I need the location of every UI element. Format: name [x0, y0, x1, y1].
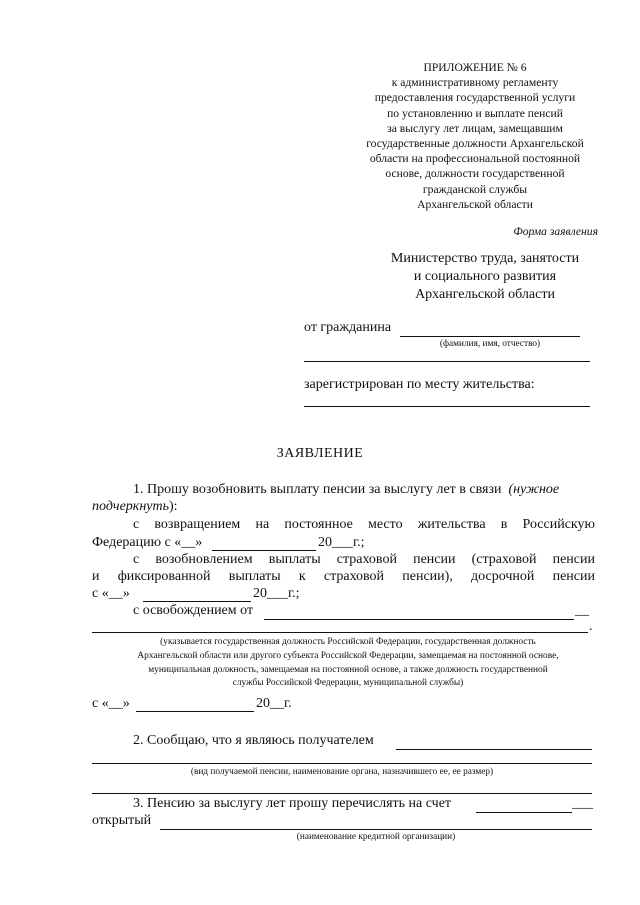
item1-line2	[92, 499, 178, 515]
item1-text: 1. Прошу возобновить выплату пенсии за выслугу лет в связи	[133, 482, 502, 497]
option-resume-date-a: с «__»	[92, 586, 130, 601]
option-release-field[interactable]	[264, 619, 574, 620]
position-hint-line: муниципальная должность, замещаемая на постоянной основе, а также должность государственной	[148, 664, 548, 675]
addressee-line: и социального развития	[413, 269, 557, 284]
option-return-date-field[interactable]	[212, 550, 316, 551]
item1-line1	[133, 482, 559, 498]
appendix-line: Архангельской области	[417, 197, 533, 211]
bank-hint: (наименование кредитной организации)	[296, 832, 456, 842]
option-release-end: __	[575, 603, 589, 618]
appendix-line: государственные должности Архангельской	[366, 137, 584, 151]
registered-label: зарегистрирован по месту жительства:	[304, 377, 535, 392]
appendix-line: гражданской службы	[422, 182, 528, 196]
position-hint-line: (указывается государственная должность Российской Федерации, государственная должность	[160, 637, 536, 647]
release-date-b: 20__г.	[256, 696, 292, 711]
item1-note-close: ):	[168, 499, 178, 514]
option-return-date-b: 20___г.;	[318, 535, 365, 550]
position-hint-line: службы Российской Федерации, муниципальной службы)	[232, 678, 464, 689]
position-field-dot: .	[589, 619, 593, 634]
addressee-line: Архангельской области	[415, 287, 555, 302]
release-date-field[interactable]	[136, 711, 254, 712]
document-title: ЗАЯВЛЕНИЕ	[276, 446, 364, 461]
form-label: Форма заявления	[513, 225, 598, 238]
appendix-header	[330, 60, 620, 212]
option-return-date-a: Федерацию с «__»	[92, 535, 203, 550]
option-resume-date-field[interactable]	[143, 601, 251, 602]
opened-label: открытый	[92, 813, 152, 828]
appendix-line: предоставления государственной услуги	[374, 91, 576, 105]
appendix-line: к административному регламенту	[391, 76, 559, 90]
position-hint-line: Архангельской области или другого субъекта Российской Федерации, замещаемая на постоянной основе,	[137, 650, 559, 661]
position-field[interactable]	[92, 632, 588, 633]
addressee-line: Министерство труда, занятости	[390, 251, 580, 266]
addressee-block	[360, 250, 610, 304]
item2-label: 2. Сообщаю, что я являюсь получателем	[133, 733, 374, 748]
name-hint: (фамилия, имя, отчество)	[439, 339, 541, 349]
item3-end: ___	[572, 796, 593, 811]
account-number-field[interactable]	[476, 812, 572, 813]
item1-note: подчеркнуть	[92, 499, 169, 514]
applicant-name-field-2[interactable]	[304, 361, 590, 362]
appendix-line: ПРИЛОЖЕНИЕ № 6	[423, 61, 527, 74]
appendix-line: области на профессиональной постоянной	[369, 152, 581, 166]
from-citizen-label: от гражданина	[304, 320, 392, 335]
address-field[interactable]	[304, 406, 590, 407]
option-resume: с возобновлением выплаты страховой пенсии (страховой пенсии	[133, 552, 595, 567]
option-resume-2: и фиксированной выплаты к страховой пенсии), досрочной пенсии	[92, 569, 595, 584]
release-date-a: с «__»	[92, 696, 130, 711]
option-release-label: с освобождением от	[133, 603, 254, 618]
appendix-line: за выслугу лет лицам, замещавшим	[387, 121, 563, 135]
pension-details-field[interactable]	[92, 763, 592, 764]
option-return: с возвращением на постоянное место жительства в Российскую	[133, 517, 595, 532]
pension-recipient-field[interactable]	[396, 749, 592, 750]
pension-hint: (вид получаемой пенсии, наименование органа, назначившего ее, ее размер)	[190, 767, 494, 777]
appendix-line: по установлению и выплате пенсий	[387, 106, 563, 120]
applicant-name-field[interactable]	[400, 336, 580, 337]
bank-name-field[interactable]	[160, 829, 592, 830]
item3-label: 3. Пенсию за выслугу лет прошу перечислять на счет	[133, 796, 452, 811]
position-hint	[118, 636, 578, 691]
pension-details-field-2[interactable]	[92, 793, 592, 794]
option-resume-date-b: 20___г.;	[253, 586, 300, 601]
item1-note-open: (нужное	[508, 482, 560, 497]
appendix-line: основе, должности государственной	[385, 167, 565, 181]
